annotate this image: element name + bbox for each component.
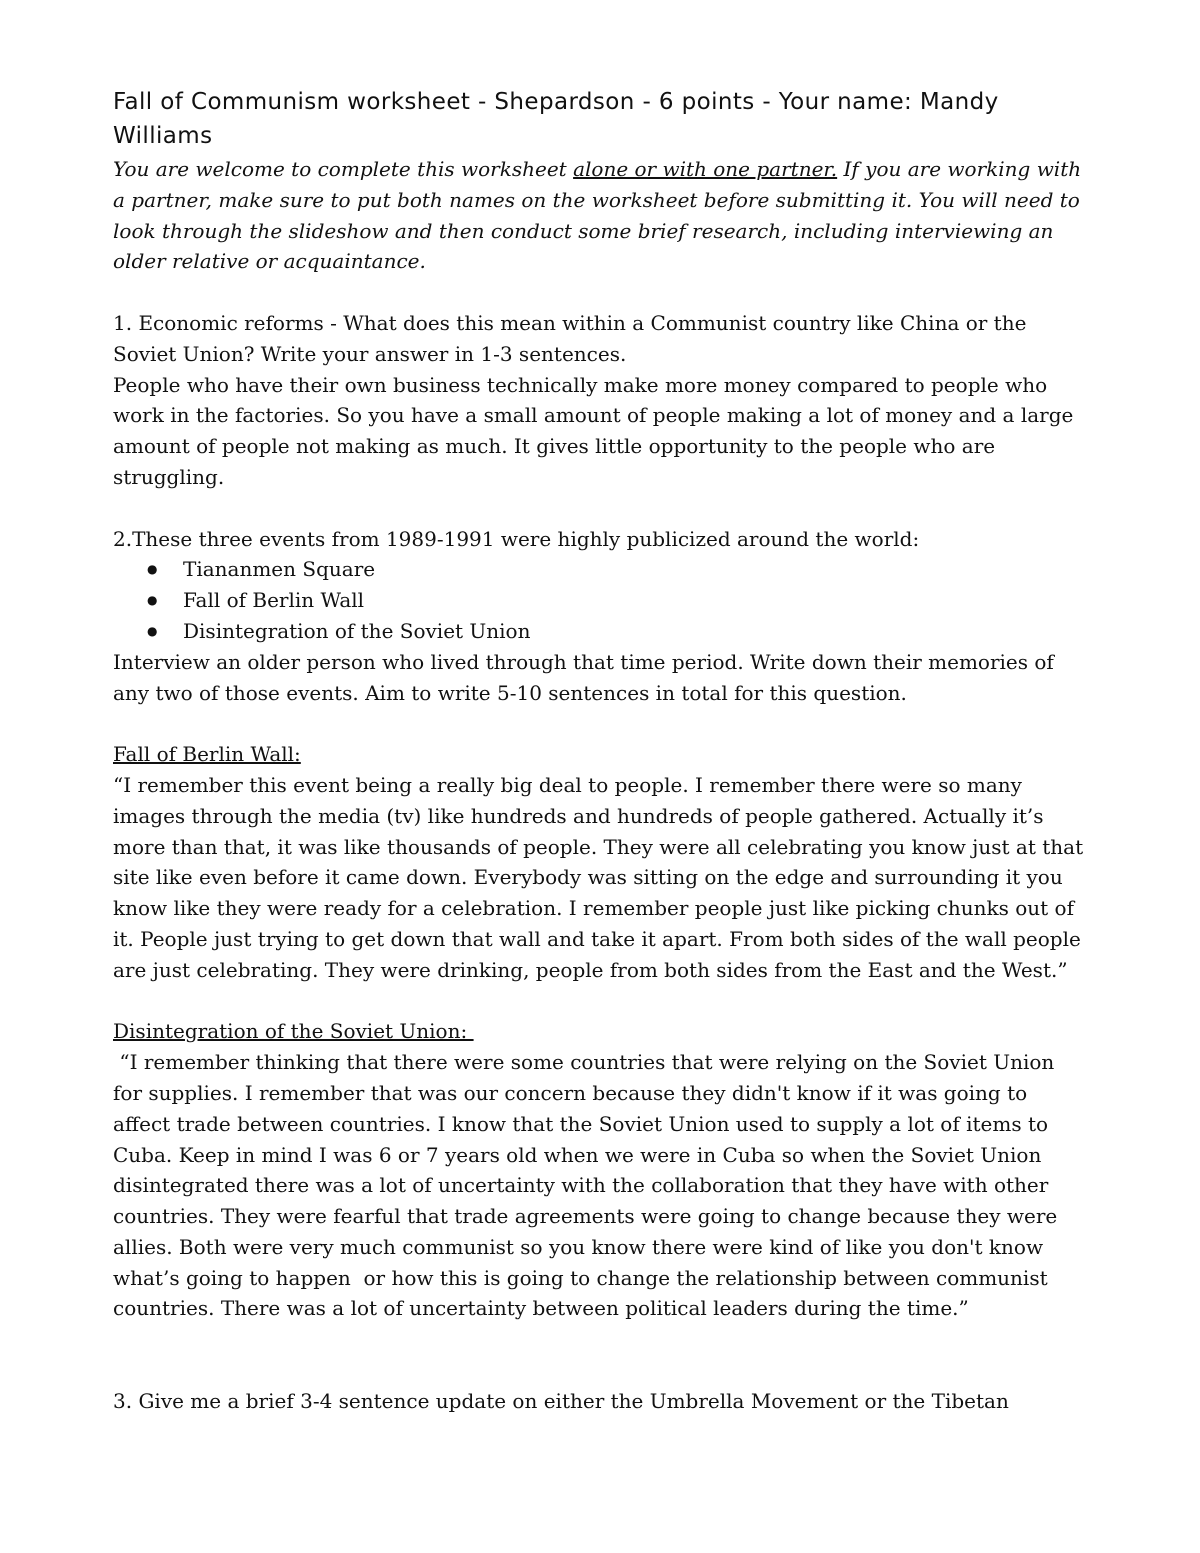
soviet-union-heading: Disintegration of the Soviet Union: — [113, 1019, 474, 1044]
answer-1: People who have their own business technically make more money compared to people who work in the factories. So you have a small amount of people making a lot of money and a large amount of people not making as much. It gives little opportunity to the people who are struggling. — [113, 372, 1074, 489]
spacer — [113, 277, 1088, 308]
event-item-soviet-union: ● Disintegration of the Soviet Union — [147, 616, 1088, 647]
worksheet-page — [113, 85, 1088, 1417]
spacer — [113, 708, 1088, 739]
question-2: 2.These three events from 1989-1991 were highly publicized around the world: — [113, 526, 920, 551]
soviet-union-answer: “I remember thinking that there were some countries that were relying on the Soviet Union for supplies. I remember that was our concern because they didn't know if it was going to affect trade between countries. I know that the Soviet Union used to supply a lot of items to Cuba. Keep in mind I was 6 or 7 years old when we were in Cuba so when the Soviet Union disintegrated there was a lot of uncertainty with the collaboration that they have with other countries. They were fearful that trade agreements were going to change because they were allies. Both were very much communist so you know there were kind of like you don't know what’s going to happen or how this is going to change the relationship between communist countries. There was a lot of uncertainty between political leaders during the time.” — [113, 1050, 1064, 1321]
event-list — [113, 554, 1088, 646]
event-item-berlin-wall: ● Fall of Berlin Wall — [147, 585, 1088, 616]
event-item-tiananmen: ● Tiananmen Square — [147, 554, 1088, 585]
intro-text-end: If you are working with a partner, make sure to put both names on the worksheet before submitting it. You will need to look through the slideshow and then conduct some brief research, including interviewing an older relative or acquaintance. — [113, 157, 1082, 274]
question-1: 1. Economic reforms - What does this mean within a Communist country like China or the Soviet Union? Write your answer in 1-3 sentences. — [113, 310, 1027, 366]
berlin-wall-answer: “I remember this event being a really big deal to people. I remember there were so many images through the media (tv) like hundreds and hundreds of people gathered. Actually it’s more than that, it was like thousands of people. They were all celebrating you know just at that site like even before it came down. Everybody was sitting on the edge and surrounding it you know like they were ready for a celebration. I remember people just like picking chunks out of it. People just trying to get down that wall and take it apart. From both sides of the wall people are just celebrating. They were drinking, people from both sides from the East and the West.” — [113, 772, 1084, 982]
question-2-instructions: Interview an older person who lived through that time period. Write down their memories of any two of those events. Aim to write 5-10 sentences in total for this question. — [113, 649, 1054, 705]
question-3: 3. Give me a brief 3-4 sentence update on either the Umbrella Movement or the Tibetan — [113, 1389, 1009, 1414]
berlin-wall-heading: Fall of Berlin Wall: — [113, 742, 301, 767]
worksheet-intro — [113, 154, 1088, 277]
spacer — [113, 1324, 1088, 1386]
intro-underlined-text: alone or with one partner. — [573, 157, 838, 181]
intro-text-start: You are welcome to complete this worksheet — [113, 157, 574, 181]
spacer — [113, 493, 1088, 524]
worksheet-title: Fall of Communism worksheet - Shepardson - 6 points - Your name: Mandy Williams — [113, 89, 999, 149]
spacer — [113, 986, 1088, 1017]
